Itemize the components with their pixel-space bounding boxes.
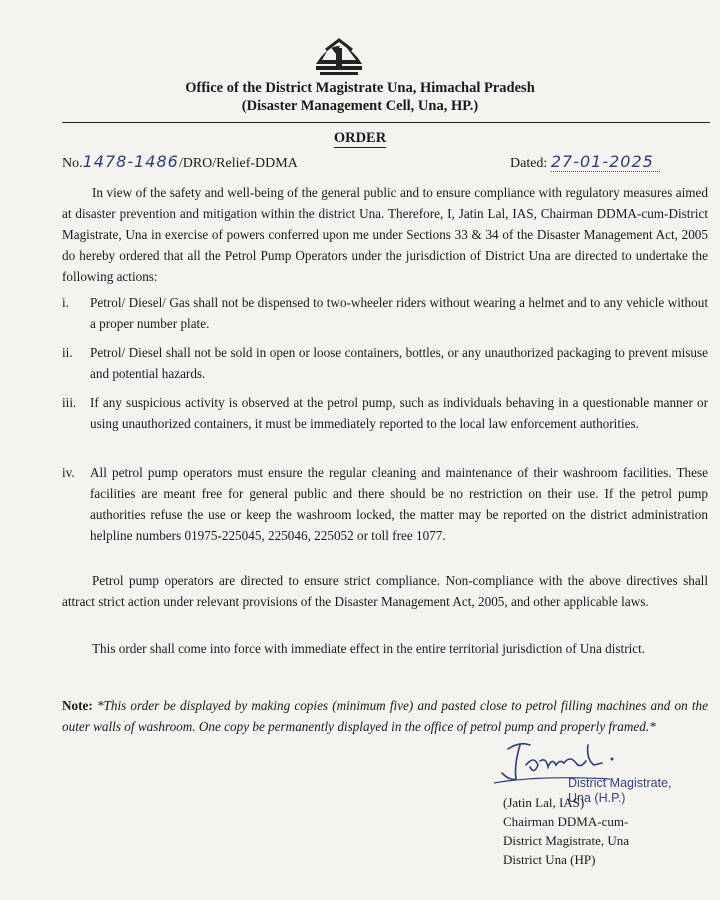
- header-divider: [62, 122, 710, 123]
- note-text: *This order be displayed by making copies (minimum five) and pasted close to petrol filling machines and on the outer walls of washroom. One copy be permanently displayed in the office of petrol pump and properly framed.*: [62, 698, 708, 734]
- list-item: i. Petrol/ Diesel/ Gas shall not be dispensed to two-wheeler riders without wearing a helmet and to any vehicle without a proper number plate.: [62, 295, 708, 331]
- office-name: Office of the District Magistrate Una, Himachal Pradesh: [185, 80, 535, 96]
- office-subtitle: (Disaster Management Cell, Una, HP.): [241, 98, 479, 114]
- signatory-district: District Una (HP): [503, 852, 596, 867]
- signatory-title-2: District Magistrate, Una: [503, 833, 629, 848]
- order-date: Dated: 27-01-2025: [510, 152, 660, 172]
- state-emblem-icon: [312, 30, 366, 80]
- order-title: ORDER: [333, 130, 387, 146]
- signatory-title: Chairman DDMA-cum-: [503, 814, 629, 829]
- handwritten-date: 27-01-2025: [551, 152, 660, 172]
- signatory-block: [503, 793, 629, 869]
- compliance-paragraph: Petrol pump operators are directed to ensure strict compliance. Non-compliance with the above directives shall attract strict action under relevant provisions of the Disaster Management Act, 2005, and other applicable laws.: [62, 573, 708, 609]
- effect-paragraph: This order shall come into force with immediate effect in the entire territorial jurisdiction of Una district.: [92, 641, 646, 656]
- note-label: Note:: [62, 698, 93, 713]
- handwritten-number: 1478-1486: [82, 152, 179, 171]
- intro-paragraph: In view of the safety and well-being of the general public and to ensure compliance with regulatory measures aimed at disaster prevention and mitigation within the district Una. Therefore, I, Jatin Lal, IAS, Chairman DDMA-cum-District Magistrate, Una in exercise of powers conferred upon me under Sections 33 & 34 of the Disaster Management Act, 2005 do hereby ordered that all the Petrol Pump Operators under the jurisdiction of District Una are directed to undertake the following actions:: [62, 185, 708, 284]
- list-item: iii. If any suspicious activity is observed at the petrol pump, such as individuals behaving in a questionable manner or using unauthorized containers, it must be immediately reported to the local law enforcement authorities.: [62, 395, 708, 431]
- reference-number: No.1478-1486/DRO/Relief-DDMA: [62, 152, 298, 171]
- signatory-name: (Jatin Lal, IAS): [503, 795, 585, 810]
- list-item: iv. All petrol pump operators must ensure the regular cleaning and maintenance of their washroom facilities. These facilities are meant free for general public and there should be no restriction on their use. If the petrol pump authorities refuse the use or keep the washroom locked, the matter may be reported on the district administration helpline numbers 01975-225045, 225046, 225052 or toll free 1077.: [62, 465, 708, 543]
- official-stamp: District Magistrate, Una (H.P.): [568, 776, 672, 805]
- list-item: ii. Petrol/ Diesel shall not be sold in open or loose containers, bottles, or any unauthorized packaging to prevent misuse and potential hazards.: [62, 345, 708, 381]
- note-paragraph: [62, 695, 708, 737]
